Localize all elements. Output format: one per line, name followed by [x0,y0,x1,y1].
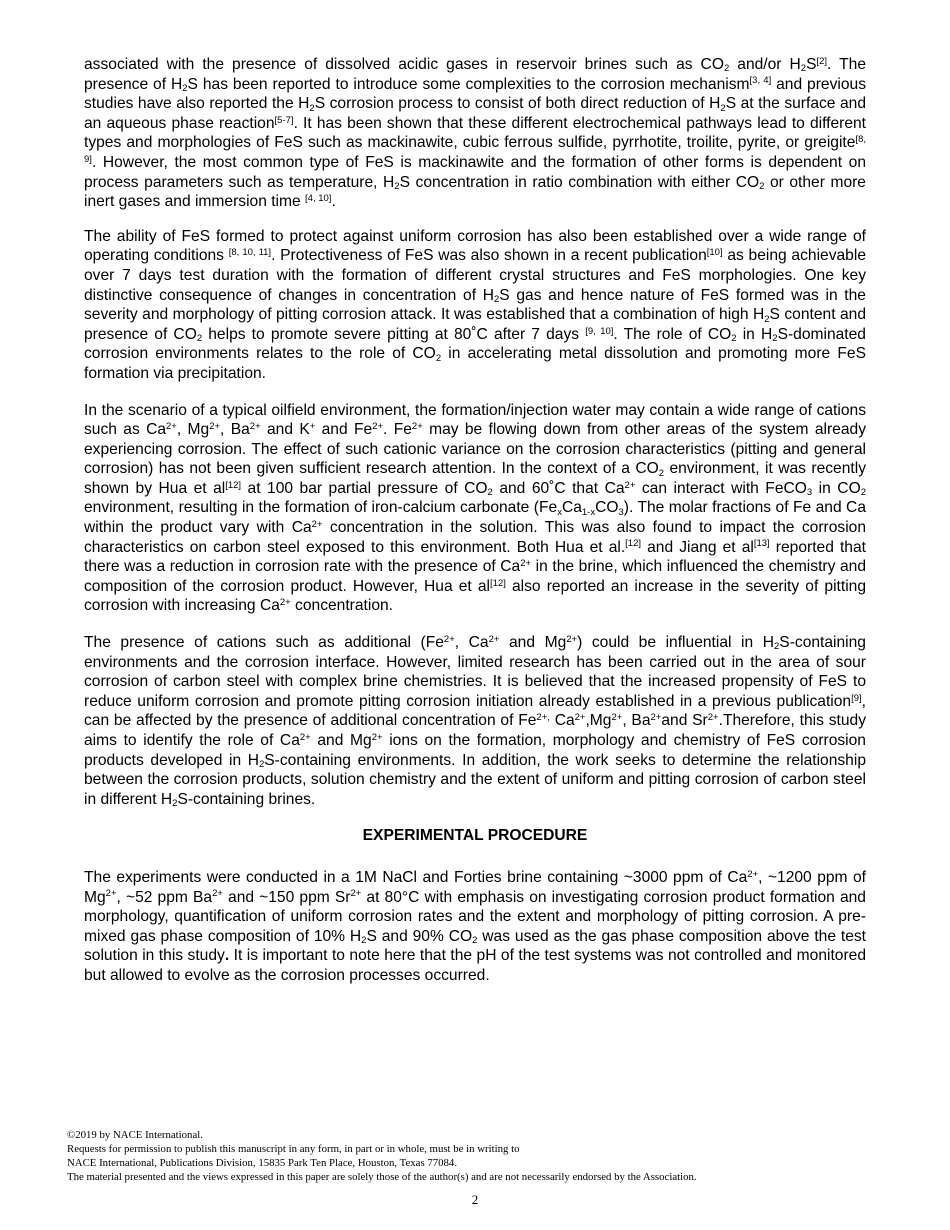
text-run: environment, resulting in the formation of iron-calcium carbonate (Fe [84,499,558,517]
citation-ref: [12] [625,538,642,550]
subscript: 2 [493,293,500,305]
subscript: 2 [731,333,737,345]
text-run: in H [736,325,773,343]
superscript: 2+ [650,712,662,724]
text-run: ,Mg [585,712,612,730]
text-run: The presence of cations such as additional (Fe [84,634,444,652]
subscript: 2 [196,333,203,345]
subscript: x [557,506,562,518]
superscript: 2+ [566,633,578,645]
citation-ref: [5-7] [274,114,294,126]
citation-ref: [4, 10] [305,192,332,204]
citation-ref: [9] [851,692,862,704]
text-run: concentration. [290,597,394,615]
subscript: 1-x [581,506,596,518]
text-run: CO [595,499,619,517]
subscript: 2 [723,63,730,75]
text-run: The ability of FeS formed to protect against uniform corrosion has also been established over a wide range of operating conditions [84,227,866,265]
text-run: S [806,56,817,73]
superscript: 2+ [488,633,500,645]
text-run: and Mg [310,732,372,749]
superscript: 2+ [520,558,532,570]
text-run: concentration in the solution. This was also found to impact the corrosion characteristics on carbon steel exposed to this environment. Both Hua et al. [84,519,867,556]
text-run: . Fe [383,421,412,439]
superscript: 2+ [443,633,455,645]
subscript: 2 [759,180,765,192]
text-run: at 100 bar partial pressure of CO [241,479,488,497]
text-run: It is important to note here that the pH of the test systems was not controlled and monitored but allowed to evolve as the corrosion processes occurred. [84,947,867,984]
text-run: and 60˚C that Ca [492,479,625,497]
text-run: S-dominated corrosion environments relates to the role of CO [84,325,866,363]
superscript: 2+ [299,731,311,743]
text-run: , ~1200 ppm of Mg [84,868,867,906]
text-run: in accelerating metal dissolution and promoting more FeS formation via precipitation. [84,345,866,382]
superscript: 2+, [536,712,550,724]
text-run: was used as the gas phase composition above the test solution in this study [84,927,867,965]
copyright-footer [67,1129,887,1185]
text-run: and Mg [499,634,567,652]
superscript: 2+ [350,888,362,900]
text-run: Ca [561,499,582,517]
text-run: . [331,193,336,211]
citation-ref: [10] [706,247,723,259]
text-run: , can be affected by the presence of additional concentration of Fe [84,692,866,730]
text-run: S gas and hence nature of FeS formed was in the severity and morphology of pitting corrosion attack. It was established that a combination of high H [84,286,866,324]
text-run: S-containing environments. In addition, the work seeks to determine the relationship between the corrosion products, solution chemistry and the extent of uniform and pitting corrosion of carbon steel in different H [84,751,866,808]
superscript: 2+ [279,597,291,609]
text-run: and ~150 ppm Sr [222,888,351,906]
bold-period: . [224,947,230,965]
superscript: 2+ [411,420,423,432]
citation-ref: [12] [490,577,506,589]
subscript: 2 [658,467,665,479]
text-run: also reported an increase in the severity of pitting corrosion with increasing Ca [84,577,867,615]
subscript: 2 [764,313,770,325]
text-run: and Sr [661,712,708,730]
text-run: S and 90% CO [366,927,473,945]
text-run: in CO [812,479,861,497]
subscript: 2 [860,487,866,499]
text-run: or other more inert gases and immersion time [84,173,866,211]
paragraph-study-aims [84,633,866,809]
page-number: 2 [471,1192,479,1207]
text-run: , ~52 ppm Ba [116,888,213,906]
subscript: 2 [361,935,367,947]
text-run: , Mg [176,421,210,439]
superscript: 2+ [105,888,117,900]
text-run: and/or H [729,56,801,73]
text-run: as being achievable over 7 days test duration with the formation of different crystal structures and FeS morphologies. One key distinctive consequence of changes in concentration of H [84,247,866,304]
text-run: ions on the formation, morphology and chemistry of FeS corrosion products developed in H [84,732,866,769]
text-run: ) could be influential in H [577,634,774,652]
text-run: ). The molar fractions of Fe and Ca within the product vary with Ca [84,499,866,537]
superscript: 2+ [166,420,177,432]
text-run: S-containing brines. [177,790,316,808]
text-run: S content and presence of CO [84,306,866,343]
citation-ref: [12] [225,479,242,491]
text-run: at 80°C with emphasis on investigating corrosion product formation and morphology, quantification of uniform corrosion rates and the extent and morphology of pitting corrosion. A pre-mixed gas phase composition of 10% H [84,888,866,945]
text-run: . It has been shown that these different electrochemical pathways lead to different types and morphologies of FeS such as mackinawite, cubic ferrous sulfide, pyrrhotite, troilite, pyrite, or greigite [84,114,867,152]
text-run: associated with the presence of dissolved acidic gases in reservoir brines such as CO [84,56,724,73]
subscript: 2 [435,352,442,364]
citation-ref: [13] [753,538,770,550]
superscript: 2+ [611,712,623,724]
text-run: The experiments were conducted in a 1M NaCl and Forties brine containing ~3000 ppm of Ca [84,868,748,886]
subscript: 3 [618,506,624,518]
text-run: reported that there was a reduction in corrosion rate with the presence of Ca [84,538,866,576]
text-run: in the brine, which influenced the chemistry and composition of the corrosion product. However, Hua et al [84,558,866,595]
paragraph-fes-protection [84,227,866,384]
footer-copyright-line: ©2019 by NACE International. [67,1129,203,1141]
text-run: In the scenario of a typical oilfield environment, the formation/injection water may contain a wide range of cations such as Ca [84,401,866,439]
subscript: 2 [772,333,778,345]
superscript: 2+ [249,420,261,432]
text-run: and Jiang et al [641,538,754,556]
subscript: 3 [806,487,813,499]
text-run: S has been reported to introduce some complexities to the corrosion mechanism [187,75,750,93]
text-run: , Ba [622,712,651,730]
subscript: 2 [172,798,178,810]
superscript: 2+ [311,518,323,530]
citation-ref: [2] [816,55,828,67]
subscript: 2 [800,63,807,75]
subscript: 2 [258,758,265,770]
subscript: 2 [720,102,726,114]
text-run: . The role of CO [613,325,732,343]
superscript: 2+ [707,712,719,724]
paragraph-oilfield-cations [84,401,866,617]
text-run: S concentration in ratio combination with either CO [399,173,760,191]
citation-ref: [9, 10] [585,325,614,337]
text-run: , Ba [220,421,250,439]
citation-ref: [8, 10, 11] [228,247,272,259]
text-run: and K [260,421,310,439]
subscript: 2 [182,82,188,94]
text-run: .Therefore, this study aims to identify the role of Ca [84,712,866,749]
subscript: 2 [472,935,478,947]
subscript: 2 [774,641,780,653]
citation-ref: [8, 9] [84,134,866,165]
text-run: S at the surface and an aqueous phase reaction [84,95,867,132]
subscript: 2 [487,487,493,499]
superscript: 2+ [209,420,221,432]
section-heading: EXPERIMENTAL PROCEDURE [362,827,588,845]
superscript: 2+ [212,888,223,900]
text-run: , Ca [454,634,489,652]
text-run: Ca [549,712,575,730]
superscript: 2+ [574,712,586,724]
text-run: may be flowing down from other areas of the system already experiencing corrosion. The effect of such cationic variance on the corrosion characteristics (pitting and general corrosion) has not been given sufficient research attention. In the context of a CO [84,421,866,478]
superscript: 2+ [372,420,384,432]
text-run: and previous studies have also reported the H [84,75,866,113]
text-run: can interact with FeCO [635,479,807,497]
text-run: and Fe [315,421,373,439]
superscript: + [309,420,316,432]
text-run: S-containing environments and the corrosion interface. However, limited research has been carried out in the area of sour corrosion of carbon steel with complex brine chemistries. It is believed that the increased propensity of FeS to reduce uniform corrosion and promote pitting corrosion initiation already established in a previous publication [84,634,866,710]
text-run: helps to promote severe pitting at 80˚C after 7 days [202,325,586,343]
subscript: 2 [309,102,315,114]
text-run: . Protectiveness of FeS was also shown in a recent publication [271,247,707,265]
text-run: environment, it was recently shown by Hua et al [84,460,866,497]
superscript: 2+ [747,868,759,880]
citation-ref: [3, 4] [749,75,772,87]
text-run: S corrosion process to consist of both direct reduction of H [314,95,721,113]
superscript: 2+ [371,731,383,743]
footer-disclaimer-line: The material presented and the views expressed in this paper are solely those of the author(s) and are not necessarily endorsed by the Association. [67,1170,697,1183]
paragraph-experimental-procedure [84,868,866,986]
paragraph-intro-continuation [84,55,866,212]
footer-address-line: NACE International, Publications Division, 15835 Park Ten Place, Houston, Texas 77084. [67,1156,458,1169]
text-run: . However, the most common type of FeS is mackinawite and the formation of other forms is dependent on process parameters such as temperature, H [84,153,866,191]
footer-permission-line: Requests for permission to publish this manuscript in any form, in part or in whole, must be in writing to [67,1142,520,1155]
superscript: 2+ [624,479,636,491]
text-run: . The presence of H [84,56,866,93]
subscript: 2 [394,180,400,192]
page-body [84,55,866,1001]
